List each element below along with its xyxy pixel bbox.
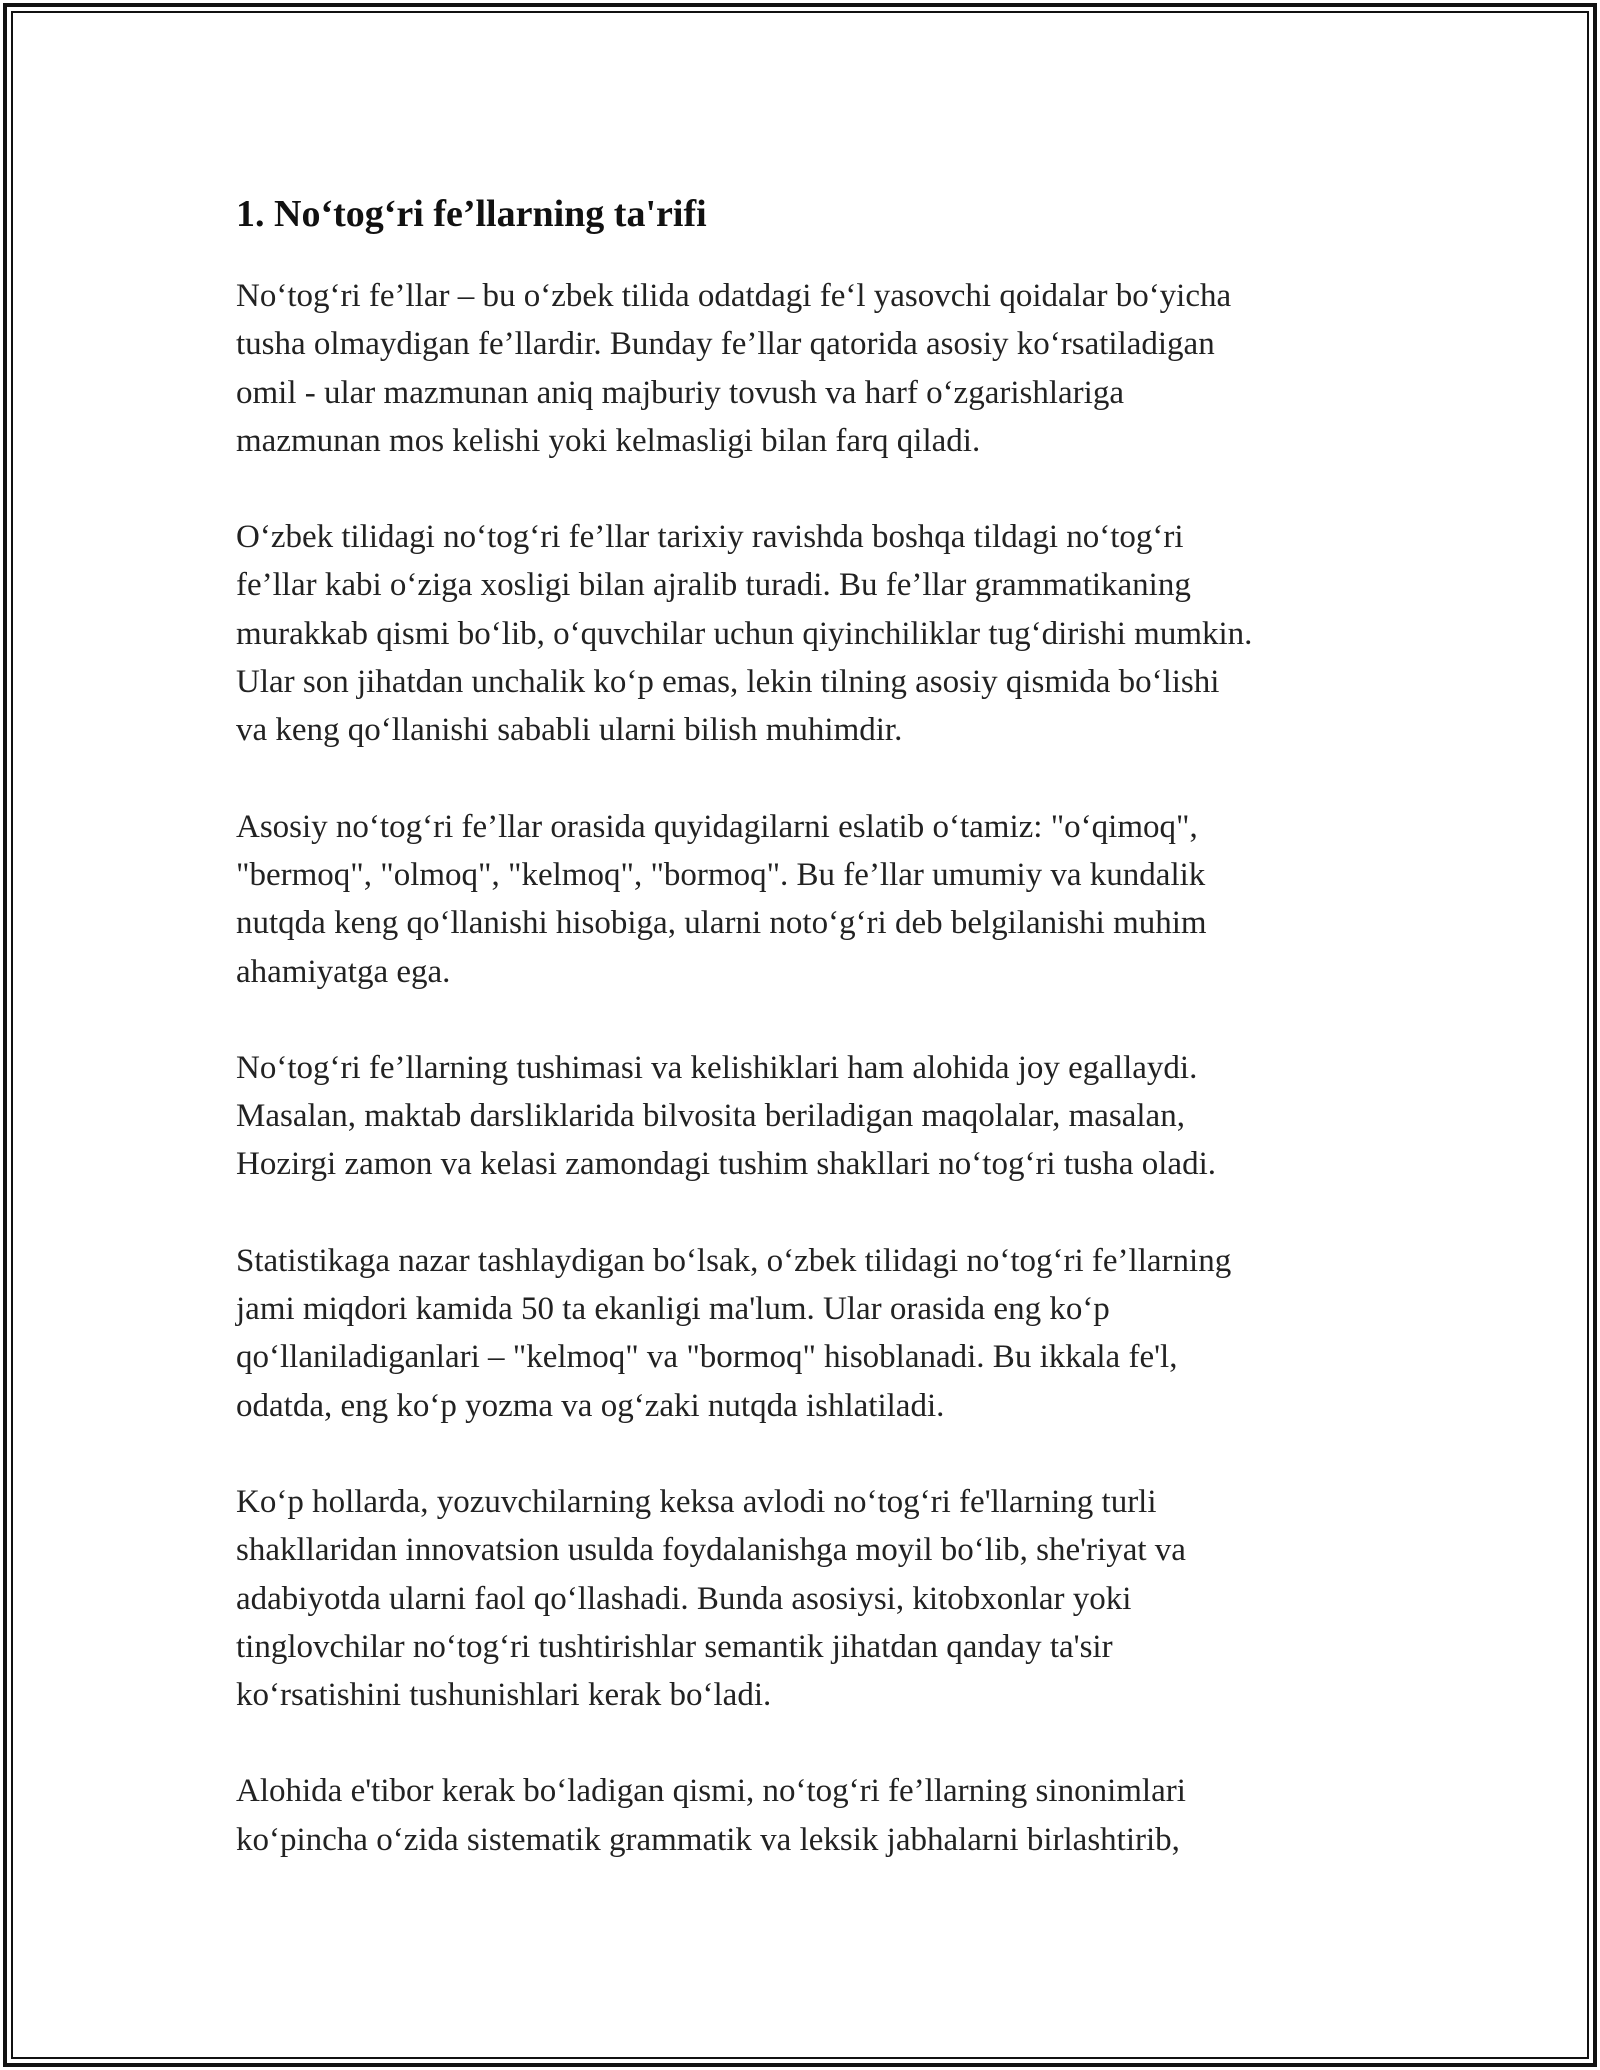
paragraph-line: tinglovchilar no‘tog‘ri tushtirishlar semantik jihatdan qanday ta'sir: [236, 1628, 1113, 1665]
paragraph-line: ko‘pincha o‘zida sistematik grammatik va leksik jabhalarni birlashtirib,: [236, 1821, 1180, 1858]
paragraph-line: No‘tog‘ri fe’llar – bu o‘zbek tilida odatdagi fe‘l yasovchi qoidalar bo‘yicha: [236, 278, 1232, 314]
paragraph-2: [236, 513, 1436, 754]
paragraph-6: [236, 1478, 1436, 1719]
paragraph-line: mazmunan mos kelishi yoki kelmasligi bilan farq qiladi.: [236, 422, 981, 459]
document-body: [236, 186, 1436, 1912]
paragraph-line: va keng qo‘llanishi sababli ularni bilish muhimdir.: [236, 712, 903, 749]
paragraph-line: Asosiy no‘tog‘ri fe’llar orasida quyidagilarni eslatib o‘tamiz: "o‘qimoq",: [236, 808, 1198, 845]
paragraph-line: tusha olmaydigan fe’llardir. Bunday fe’llar qatorida asosiy ko‘rsatiladigan: [236, 326, 1215, 363]
paragraph-line: nutqda keng qo‘llanishi hisobiga, ularni noto‘g‘ri deb belgilanishi muhim: [236, 905, 1207, 942]
paragraph-line: ko‘rsatishini tushunishlari kerak bo‘ladi.: [236, 1677, 772, 1714]
paragraph-line: Hozirgi zamon va kelasi zamondagi tushim shakllari no‘tog‘ri tusha oladi.: [236, 1146, 1216, 1183]
paragraph-line: O‘zbek tilidagi no‘tog‘ri fe’llar tarixiy ravishda boshqa tildagi no‘tog‘ri: [236, 519, 1184, 556]
paragraph-line: Ko‘p hollarda, yozuvchilarning keksa avlodi no‘tog‘ri fe'llarning turli: [236, 1483, 1157, 1520]
paragraph-line: jami miqdori kamida 50 ta ekanligi ma'lum. Ular orasida eng ko‘p: [236, 1291, 1110, 1328]
paragraph-line: Statistikaga nazar tashlaydigan bo‘lsak, o‘zbek tilidagi no‘tog‘ri fe’llarning: [236, 1242, 1232, 1279]
paragraph-line: No‘tog‘ri fe’llarning tushimasi va kelishiklari ham alohida joy egallaydi.: [236, 1049, 1198, 1086]
paragraph-line: qo‘llaniladiganlari – "kelmoq" va "bormoq" hisoblanadi. Bu ikkala fe'l,: [236, 1339, 1178, 1376]
paragraph-4: [236, 1044, 1436, 1189]
paragraph-line: omil - ular mazmunan aniq majburiy tovush va harf o‘zgarishlariga: [236, 374, 1124, 411]
paragraph-line: "bermoq", "olmoq", "kelmoq", "bormoq". Bu fe’llar umumiy va kundalik: [236, 856, 1206, 893]
paragraph-line: ahamiyatga ega.: [236, 953, 451, 990]
paragraph-5: [236, 1237, 1436, 1430]
paragraph-line: fe’llar kabi o‘ziga xosligi bilan ajralib turadi. Bu fe’llar grammatikaning: [236, 567, 1191, 604]
paragraph-line: murakkab qismi bo‘lib, o‘quvchilar uchun qiyinchiliklar tug‘dirishi mumkin.: [236, 615, 1253, 652]
paragraph-line: odatda, eng ko‘p yozma va og‘zaki nutqda ishlatiladi.: [236, 1387, 945, 1424]
paragraph-1: [236, 272, 1436, 465]
paragraph-7: [236, 1767, 1436, 1864]
paragraph-3: [236, 803, 1436, 996]
paragraph-line: shakllaridan innovatsion usulda foydalanishga moyil bo‘lib, she'riyat va: [236, 1532, 1186, 1569]
paragraph-line: Alohida e'tibor kerak bo‘ladigan qismi, no‘tog‘ri fe’llarning sinonimlari: [236, 1773, 1186, 1810]
paragraph-line: Masalan, maktab darsliklarida bilvosita beriladigan maqolalar, masalan,: [236, 1098, 1185, 1135]
paragraph-line: Ular son jihatdan unchalik ko‘p emas, lekin tilning asosiy qismida bo‘lishi: [236, 664, 1220, 701]
section-heading: 1. No‘tog‘ri fe’llarning ta'rifi: [236, 193, 707, 235]
paragraph-line: adabiyotda ularni faol qo‘llashadi. Bunda asosiysi, kitobxonlar yoki: [236, 1580, 1132, 1617]
